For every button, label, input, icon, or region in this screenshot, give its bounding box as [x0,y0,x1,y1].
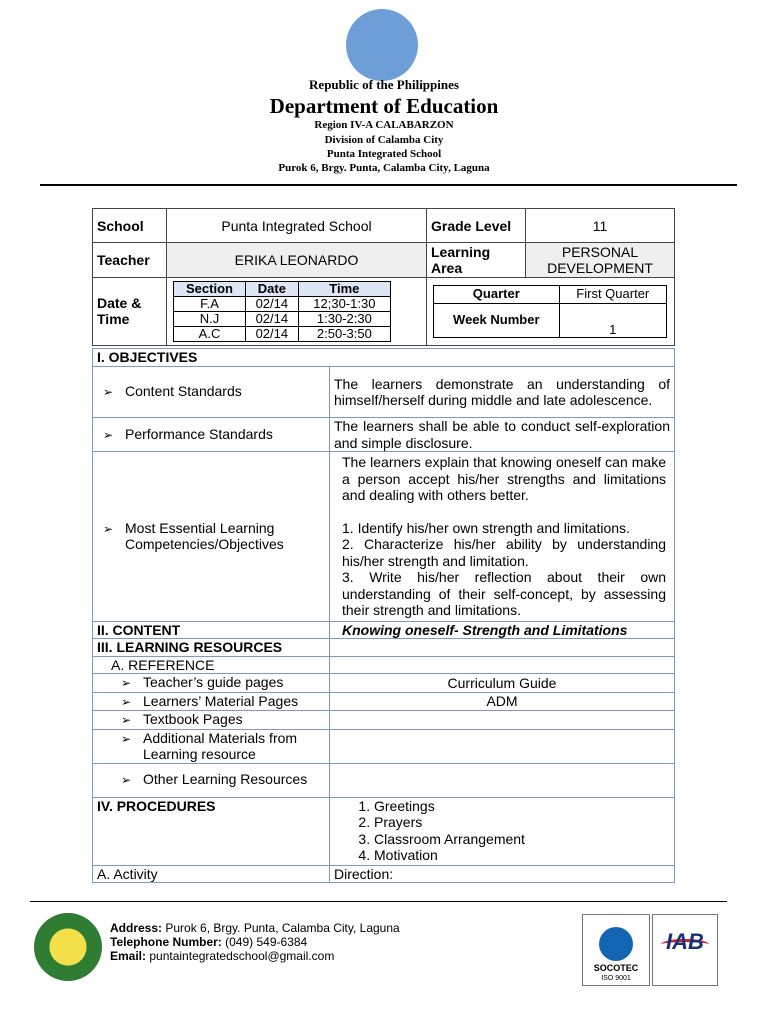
melc-text: Most Essential Learning Competencies/Objectives [125,519,284,553]
reference-label: A. REFERENCE [93,656,330,674]
other-resources-text: Other Learning Resources [143,771,308,788]
quarter-value: First Quarter [559,285,666,303]
quarter-table [433,285,667,338]
header-divider [40,184,737,186]
header-address: Purok 6, Brgy. Punta, Calamba City, Laguna [278,162,490,174]
melc-objective-1: 1. Identify his/her own strength and limitations. [342,519,630,536]
resources-heading: III. LEARNING RESOURCES [93,639,330,657]
lesson-plan-table [92,348,675,883]
arrow-bullet-icon [103,383,125,399]
schedule-time: 1:30-2:30 [298,311,390,326]
arrow-bullet-icon [103,426,125,442]
header-department: Department of Education [269,94,499,118]
quarter-cell [427,277,675,346]
melc-objective-2: 2. Characterize his/her ability by understanding his/her strength and limitation. [342,536,666,569]
deped-seal [346,9,418,81]
content-standards-text: Content Standards [125,383,242,400]
textbook-value [330,711,675,730]
schedule-header-date: Date [245,281,298,296]
iso-cert: ISO 9001 [601,975,631,982]
footer-phone [110,935,400,949]
grade-value: 11 [526,209,675,243]
activity-label: A. Activity [93,865,330,883]
school-value: Punta Integrated School [167,209,427,243]
melc-value [330,452,675,622]
address-value: Purok 6, Brgy. Punta, Calamba City, Laguna [165,921,400,935]
school-logo [34,913,102,981]
resources-value [330,639,675,657]
teacher-value: ERIKA LEONARDO [167,243,427,277]
arrow-bullet-icon [121,730,143,763]
socotec-disc-icon [599,927,633,961]
procedure-item: 1. Greetings [374,798,670,815]
melc-objective-3: 3. Write his/her reflection about their own understanding of their self-concept, by assessing their strength and limitations. [342,569,666,618]
procedure-item: 4. Motivation [374,847,670,864]
school-label: School [93,209,167,243]
schedule-section: F.A [174,296,246,311]
procedures-list [334,798,670,864]
schedule-time: 2:50-3:50 [298,326,390,341]
header-republic: Republic of the Philippines [309,77,459,92]
grade-label: Grade Level [427,209,526,243]
teachers-guide-value: Curriculum Guide [330,674,675,693]
info-table [92,208,675,346]
week-label: Week Number [434,303,560,337]
learners-material-text: Learners’ Material Pages [143,692,299,709]
additional-label [93,729,330,763]
content-heading: II. CONTENT [93,621,330,639]
week-value: 1 [559,303,666,337]
schedule-date: 02/14 [245,296,298,311]
email-label: Email: [110,949,147,963]
performance-standards-label [93,418,330,452]
procedure-item: 2. Prayers [374,814,670,831]
email-value: puntaintegratedschool@gmail.com [149,949,335,963]
other-resources-value [330,763,675,797]
content-standards-value: The learners demonstrate an understanding of himself/herself during middle and late adolescence. [330,367,675,418]
additional-value [330,729,675,763]
address-label: Address: [110,921,163,935]
content-value: Knowing oneself- Strength and Limitations [330,621,675,639]
content-standards-label [93,367,330,418]
schedule-row [174,311,391,326]
melc-label [93,452,330,622]
reference-value [330,656,675,674]
iab-name: IAB [666,929,704,954]
schedule-row [174,326,391,341]
header-school: Punta Integrated School [326,148,442,160]
schedule-time: 12;30-1:30 [298,296,390,311]
additional-text: Additional Materials from Learning resource [143,729,298,762]
activity-value: Direction: [330,865,675,883]
datetime-label: Date & Time [93,277,167,346]
footer-contact [110,921,400,963]
textbook-text: Textbook Pages [143,711,243,727]
area-label: Learning Area [427,243,526,277]
textbook-label [93,711,330,730]
iab-logo [652,914,718,986]
schedule-date: 02/14 [245,326,298,341]
arrow-bullet-icon [103,520,125,553]
footer-email [110,949,400,963]
schedule-header-time: Time [298,281,390,296]
area-value: PERSONAL DEVELOPMENT [526,243,675,277]
learners-material-label [93,692,330,711]
socotec-iso-logo [582,914,650,986]
teachers-guide-text: Teacher’s guide pages [143,674,284,690]
objectives-heading: I. OBJECTIVES [93,349,675,367]
footer-address [110,921,400,935]
other-resources-label [93,763,330,797]
procedures-value [330,797,675,865]
header-division: Division of Calamba City [324,134,444,146]
quarter-label: Quarter [434,285,560,303]
arrow-bullet-icon [121,693,143,709]
performance-standards-text: Performance Standards [125,425,273,442]
schedule-section: N.J [174,311,246,326]
arrow-bullet-icon [121,711,143,727]
schedule-table [173,281,391,342]
schedule-header-section: Section [174,281,246,296]
schedule-section: A.C [174,326,246,341]
schedule-row [174,296,391,311]
header-region: Region IV-A CALABARZON [314,119,454,131]
arrow-bullet-icon [121,674,143,690]
phone-value: (049) 549-6384 [225,935,308,949]
phone-label: Telephone Number: [110,935,222,949]
learners-material-value: ADM [330,692,675,711]
performance-standards-value: The learners shall be able to conduct self-exploration and simple disclosure. [330,418,675,452]
melc-intro: The learners explain that knowing oneself can make a person accept his/her strengths and limitations and dealing with others better. [342,454,666,503]
teachers-guide-label [93,674,330,693]
socotec-name: SOCOTEC [593,963,639,973]
procedures-heading: IV. PROCEDURES [93,797,330,865]
schedule-cell [167,277,427,346]
footer-divider [30,901,727,902]
arrow-bullet-icon [121,771,143,789]
schedule-date: 02/14 [245,311,298,326]
teacher-label: Teacher [93,243,167,277]
procedure-item: 3. Classroom Arrangement [374,831,670,848]
